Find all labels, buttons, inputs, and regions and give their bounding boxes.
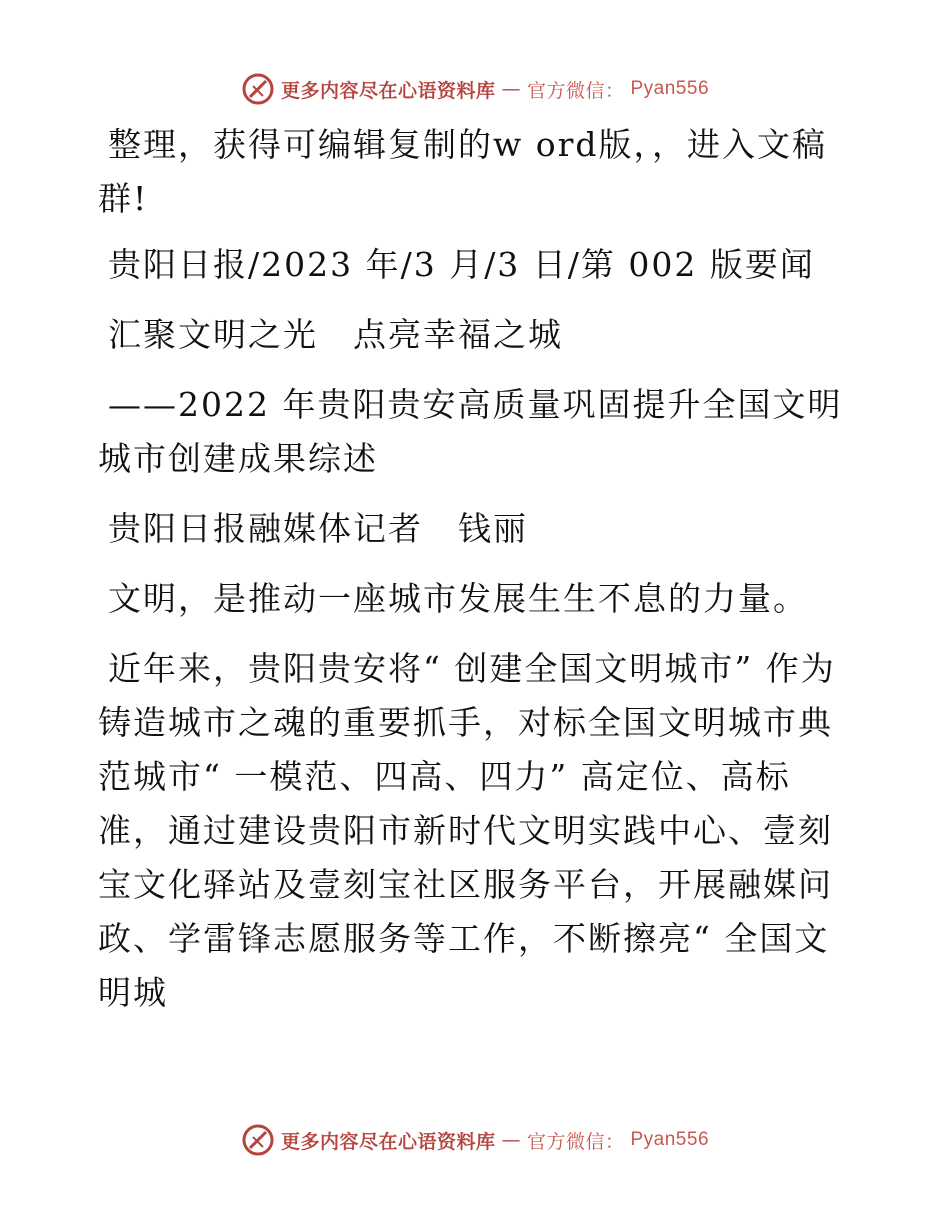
document-body bbox=[98, 118, 858, 1036]
paragraph-source: 贵阳日报/2023 年/3 月/3 日/第 002 版要闻 bbox=[108, 245, 815, 284]
watermark-separator: — bbox=[501, 78, 521, 100]
article-title: 汇聚文明之光 点亮幸福之城 bbox=[108, 315, 563, 354]
paragraph-lead: 文明，是推动一座城市发展生生不息的力量。 bbox=[108, 579, 808, 618]
footer-watermark bbox=[0, 1123, 950, 1157]
watermark-id: Pyan556 bbox=[630, 1129, 710, 1150]
article-subtitle: ——2022 年贵阳贵安高质量巩固提升全国文明城市创建成果综述 bbox=[98, 385, 843, 478]
logo-icon bbox=[241, 72, 275, 106]
watermark-brand: 更多内容尽在心语资料库 bbox=[280, 79, 496, 102]
article-byline: 贵阳日报融媒体记者 钱丽 bbox=[108, 509, 528, 548]
header-watermark bbox=[0, 72, 950, 106]
watermark-brand: 更多内容尽在心语资料库 bbox=[280, 1130, 496, 1153]
watermark-id: Pyan556 bbox=[630, 78, 710, 99]
watermark-separator: — bbox=[501, 1129, 521, 1151]
watermark-label: 官方微信： bbox=[526, 1130, 625, 1153]
watermark-label: 官方微信： bbox=[526, 79, 625, 102]
paragraph-body: 近年来，贵阳贵安将“ 创建全国文明城市” 作为铸造城市之魂的重要抓手，对标全国文明城市典范城市“ 一模范、四高、四力” 高定位、高标准，通过建设贵阳市新时代文明实践中心、壹刻宝文化驿站及壹刻宝社区服务平台，开展融媒问政、学雷锋志愿服务等工作，不断擦亮“ 全国文明城 bbox=[98, 649, 836, 1012]
logo-icon bbox=[241, 1123, 275, 1157]
paragraph-intro: 整理，获得可编辑复制的w ord版，，进入文稿群! bbox=[98, 125, 828, 218]
